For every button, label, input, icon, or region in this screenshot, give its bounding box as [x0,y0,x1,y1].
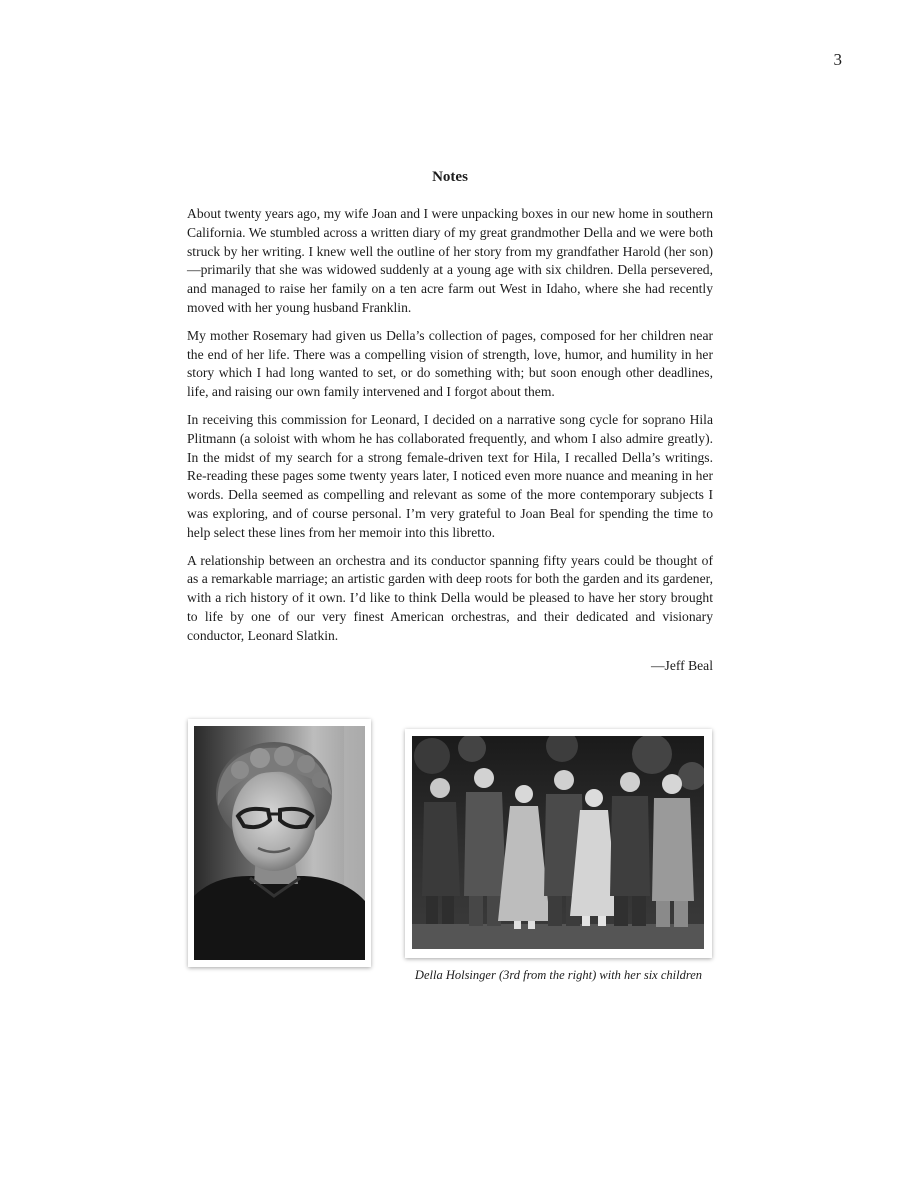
page-number: 3 [833,50,842,69]
group-photo [405,729,712,958]
paragraph-3: In receiving this commission for Leonard, I decided on a narrative song cycle for soprano Hila Plitmann (a soloist with whom he has collaborated frequently, and whom I also admire greatly). In the midst of my search for a strong female-driven text for Hila, I recalled Della’s writings. Re-reading these pages some twenty years later, I noticed even more nuance and meaning in her words. Della seemed as compelling and relevant as some of the more contemporary subjects I was exploring, and of course personal. I’m very grateful to Joan Beal for spending the time to help select these lines from her memoir into this libretto. [187,411,713,540]
signature: —Jeff Beal [650,657,713,673]
page-title: Notes [432,169,468,185]
group-image [412,736,704,949]
paragraph-4: A relationship between an orchestra and its conductor spanning fifty years could be thought of as a remarkable marriage; an artistic garden with deep roots for both the garden and its gardener, with a rich history of it own. I’d like to think Della would be pleased to have her story brought to life by one of our very finest American orchestras, and their dedicated and visionary conductor, Leonard Slatkin. [187,552,713,643]
portrait-image [194,726,365,960]
photo-caption: Della Holsinger (3rd from the right) with her six children [414,968,703,982]
paragraph-2: My mother Rosemary had given us Della’s collection of pages, composed for her children near the end of her life. There was a compelling vision of strength, love, humor, and humility in her story which I had long wanted to set, or do something with; but soon enough other deadlines, life, and raising our own family intervened and I forgot about them. [187,327,713,400]
paragraph-1: About twenty years ago, my wife Joan and I were unpacking boxes in our new home in southern California. We stumbled across a written diary of my great grandmother Della and we were both struck by her writing. I knew well the outline of her story from my grandfather Harold (her son)—primarily that she was widowed suddenly at a young age with six children. Della persevered, and managed to raise her family on a ten acre farm out West in Idaho, where she had recently moved with her young husband Franklin. [187,206,713,315]
portrait-photo [188,719,371,967]
notes-body [187,205,713,675]
